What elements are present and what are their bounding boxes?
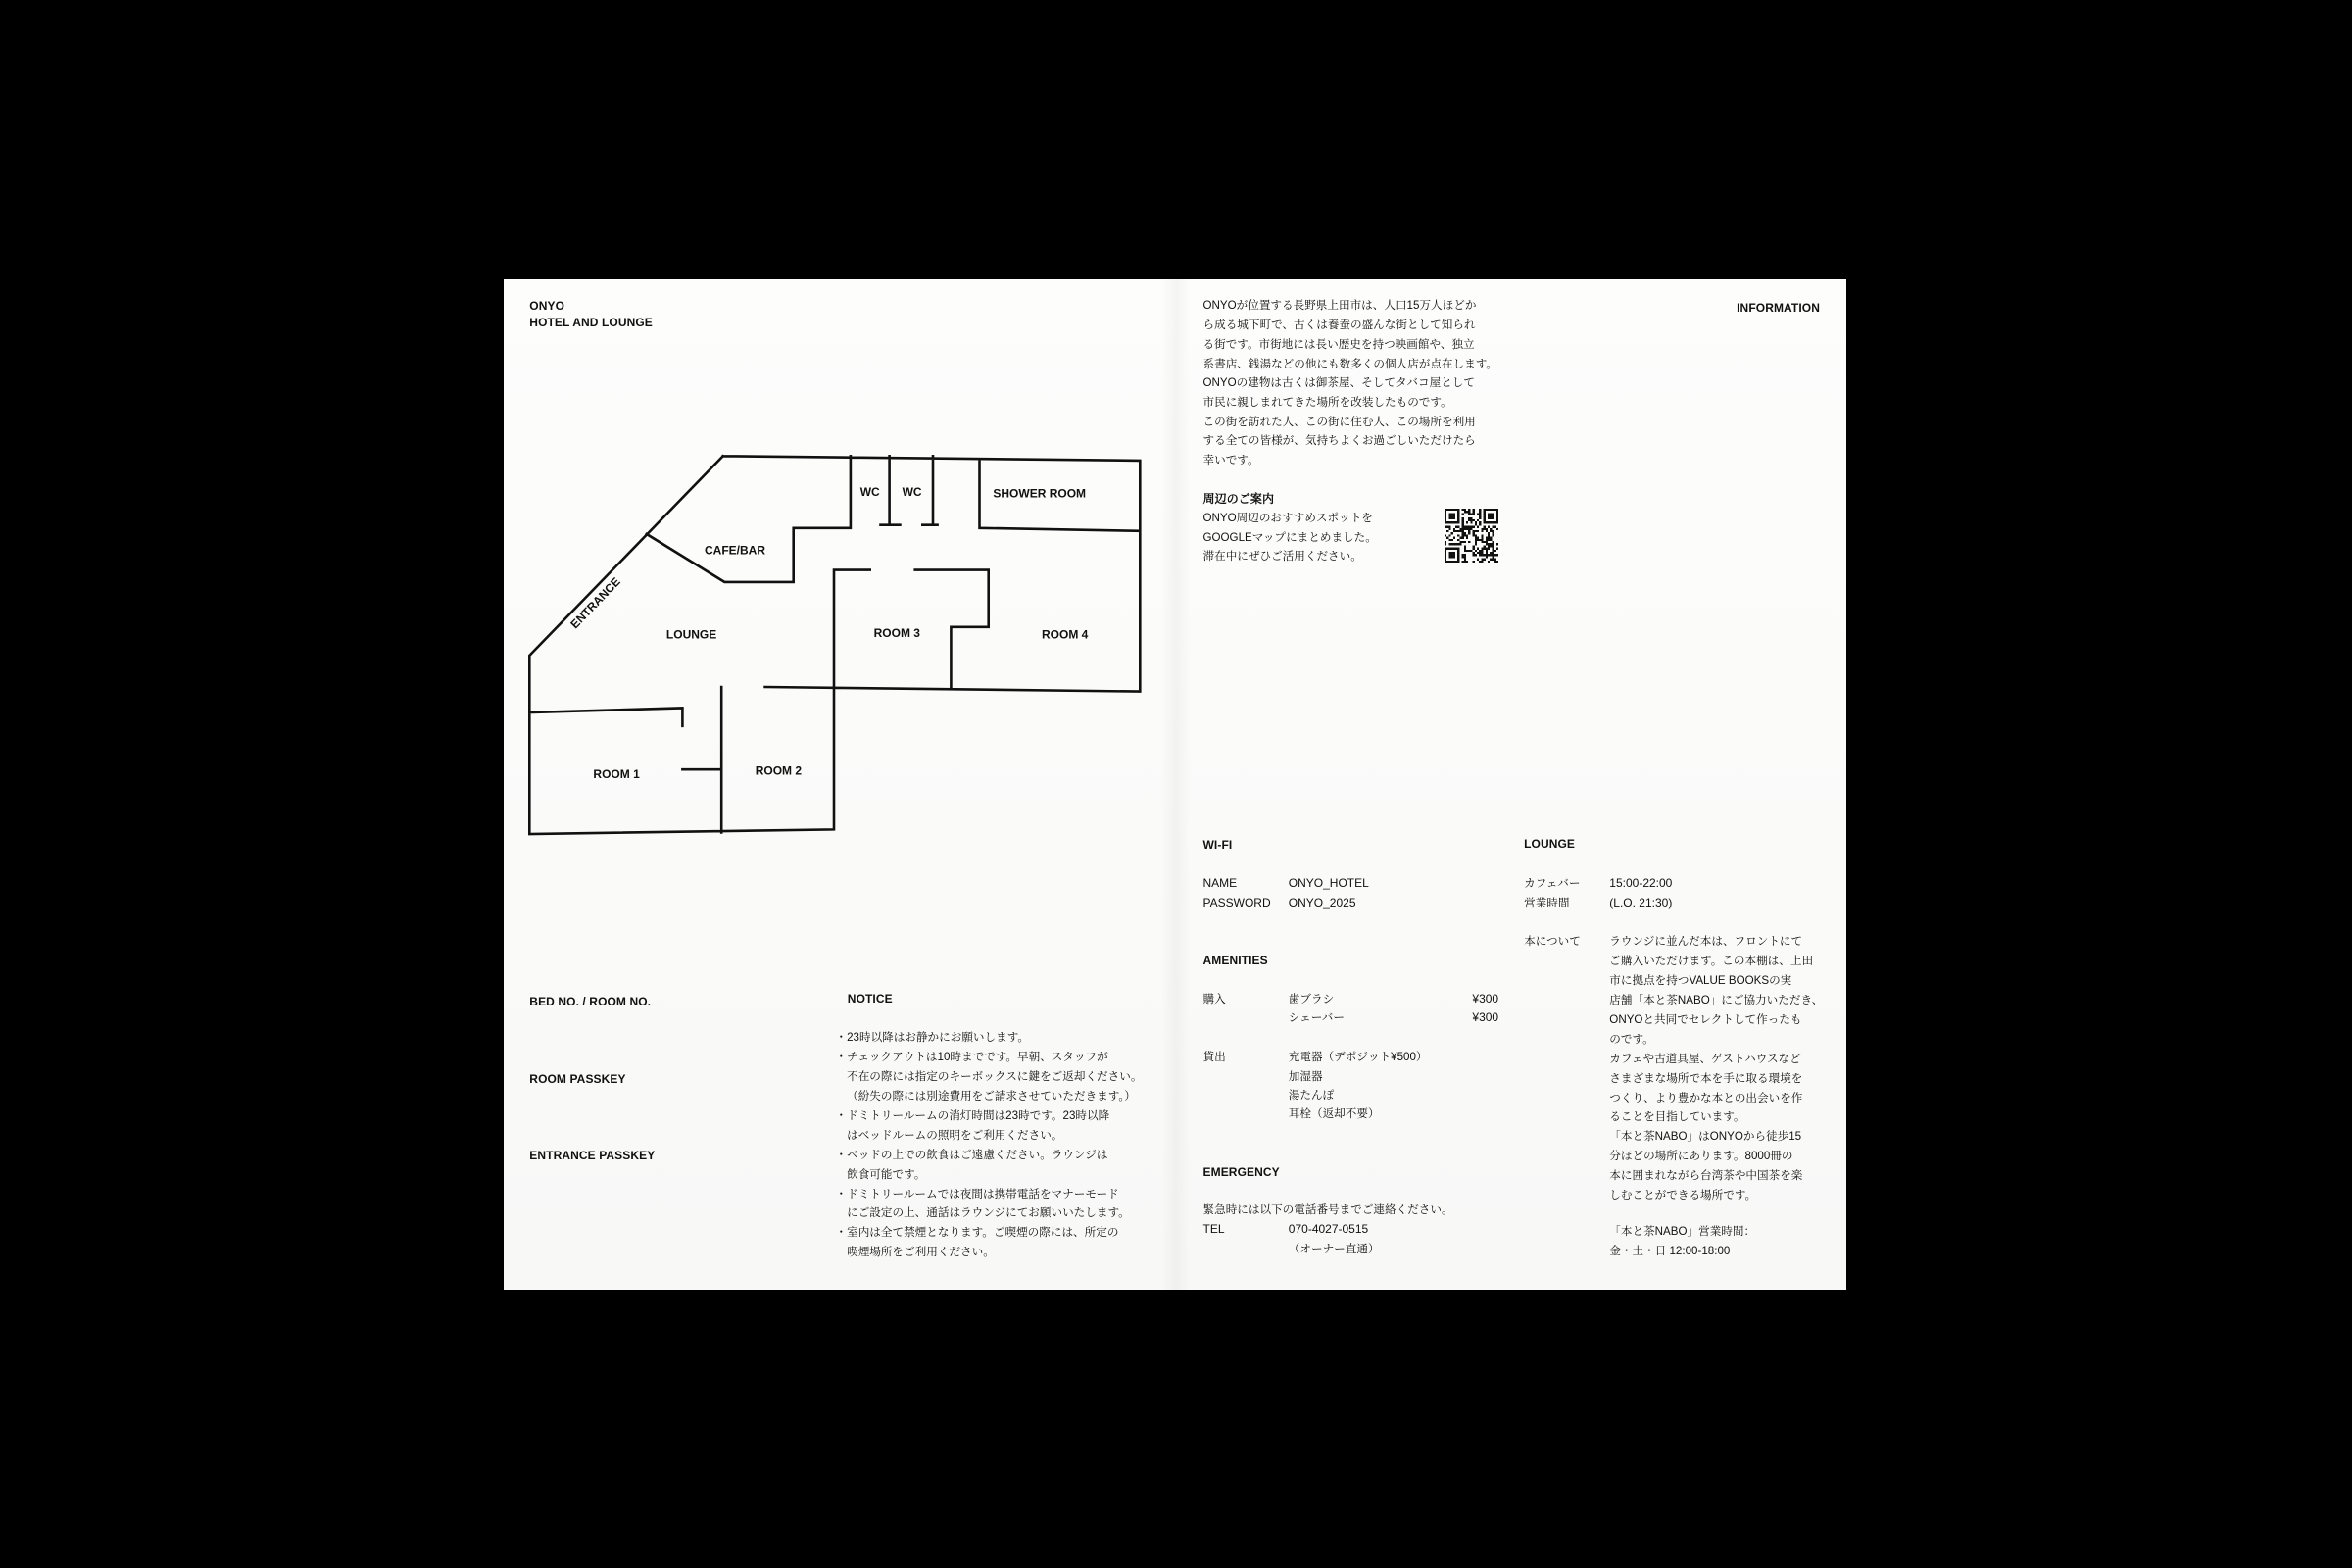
- notice-item: [836, 1106, 1143, 1146]
- emergency-title: EMERGENCY: [1202, 1165, 1280, 1179]
- books-line: 本に囲まれながら台湾茶や中国茶を楽: [1609, 1169, 1803, 1183]
- notice-line: 不在の際には指定のキーボックスに鍵をご返却ください。: [847, 1070, 1143, 1084]
- notice-line: ・ベッドの上での飲食はご遠慮ください。ラウンジは: [835, 1148, 1108, 1161]
- tel-note: （オーナー直通）: [1288, 1243, 1380, 1256]
- qr-code-icon: [1445, 509, 1498, 563]
- notice-line: ・23時以降はお静かにお願いします。: [835, 1031, 1029, 1045]
- notice-title: NOTICE: [847, 991, 893, 1005]
- rental-item: 加湿器: [1288, 1069, 1323, 1083]
- intro-line: 幸いです。: [1202, 454, 1259, 467]
- nearby-text: [1203, 509, 1377, 565]
- notice-item: [836, 1028, 1143, 1048]
- intro-paragraph: [1203, 296, 1498, 469]
- books-line: 市に拠点を持つVALUE BOOKSの実: [1609, 974, 1792, 988]
- floor-label-lounge: LOUNGE: [665, 627, 717, 642]
- wifi-name-value: ONYO_HOTEL: [1288, 875, 1369, 890]
- floor-label-room-1: ROOM 1: [593, 766, 640, 781]
- wifi-name-label: NAME: [1202, 875, 1238, 890]
- notice-line: ・ドミトリールームでは夜間は携帯電話をマナーモード: [835, 1187, 1119, 1200]
- brand-name: ONYO: [529, 299, 565, 313]
- floor-label-entrance: ENTRANCE: [567, 574, 623, 632]
- floor-label-room-2: ROOM 2: [755, 763, 803, 778]
- nabo-hours: [1609, 1222, 1755, 1261]
- notice-line: 喫煙場所をご利用ください。: [847, 1246, 995, 1259]
- notice-line: ・ドミトリールームの消灯時間は23時です。23時以降: [835, 1108, 1110, 1122]
- notice-line: ・室内は全て禁煙となります。ご喫煙の際には、所定の: [835, 1226, 1119, 1240]
- books-line: カフェや古道具屋、ゲストハウスなど: [1609, 1052, 1801, 1065]
- notice-list: [836, 1028, 1143, 1262]
- intro-line: 系書店、銭湯などの他にも数多くの個人店が点在します。: [1202, 357, 1498, 370]
- books-line: ONYOと共同でセレクトして作ったも: [1609, 1012, 1802, 1026]
- nabo-hours-line: 「本と茶NABO」営業時間：: [1609, 1224, 1756, 1238]
- notice-item: [836, 1048, 1143, 1106]
- books-line: 分ほどの場所にあります。8000冊の: [1609, 1150, 1793, 1163]
- brand-subtitle: HOTEL AND LOUNGE: [529, 316, 653, 329]
- books-label: 本について: [1524, 935, 1581, 949]
- notice-line: にご設定の上、通話はラウンジにてお願いいたします。: [847, 1206, 1130, 1220]
- room-passkey-label: ROOM PASSKEY: [529, 1072, 626, 1087]
- notice-item: [836, 1223, 1143, 1262]
- notice-item: [836, 1146, 1143, 1185]
- intro-line: する全ての皆様が、気持ちよくお過ごしいただけたら: [1202, 434, 1476, 448]
- floor-label-wc-2: WC: [902, 485, 922, 499]
- amenity-name: 歯ブラシ: [1288, 992, 1335, 1005]
- rental-list: [1289, 1048, 1428, 1124]
- nearby-line: GOOGLEマップにまとめました。: [1202, 530, 1377, 544]
- section-title: INFORMATION: [1737, 301, 1820, 316]
- wifi-title: WI-FI: [1202, 838, 1233, 853]
- amenity-price: ¥300: [1472, 991, 1499, 1005]
- amenity-name: シェーバー: [1288, 1011, 1345, 1025]
- floor-label-wc-1: WC: [859, 485, 880, 499]
- rental-item: 充電器（デポジット¥500）: [1288, 1051, 1428, 1064]
- intro-line: ONYOの建物は古くは御茶屋、そしてタバコ屋として: [1202, 376, 1475, 390]
- books-line: ご購入いただけます。この本棚は、上田: [1609, 955, 1814, 968]
- intro-line: ら成る城下町で、古くは養蚕の盛んな街として知られ: [1202, 318, 1476, 332]
- nearby-block: [1203, 490, 1377, 566]
- books-line: のです。: [1609, 1032, 1654, 1046]
- rental-item: 湯たんぽ: [1288, 1089, 1335, 1102]
- cafe-bar-hours: 15:00-22:00: [1609, 875, 1673, 890]
- opening-hours-label: 営業時間: [1524, 896, 1570, 909]
- amenity-price: ¥300: [1472, 1010, 1499, 1025]
- tel-value: 070-4027-0515: [1288, 1222, 1369, 1237]
- info-sheet: [504, 279, 1846, 1290]
- nearby-line: 滞在中にぜひご活用ください。: [1202, 550, 1362, 564]
- rental-label: 貸出: [1202, 1051, 1226, 1064]
- purchase-label: 購入: [1202, 992, 1226, 1005]
- books-line: つくり、より豊かな本との出会いを作: [1609, 1091, 1803, 1104]
- emergency-note: 緊急時には以下の電話番号までご連絡ください。: [1202, 1203, 1453, 1217]
- intro-line: この街を訪れた人、この街に住む人、この場所を利用: [1202, 415, 1476, 428]
- wifi-password-label: PASSWORD: [1202, 895, 1271, 909]
- floor-label-cafe-bar: CAFE/BAR: [705, 543, 765, 558]
- floor-label-shower-room: SHOWER ROOM: [993, 486, 1087, 501]
- notice-line: （紛失の際には別途費用をご請求させていただきます。）: [847, 1090, 1136, 1103]
- nearby-line: ONYO周辺のおすすめスポットを: [1202, 512, 1373, 525]
- notice-item: [836, 1185, 1143, 1224]
- books-line: しむことができる場所です。: [1609, 1189, 1757, 1202]
- entrance-passkey-label: ENTRANCE PASSKEY: [529, 1149, 656, 1163]
- books-paragraph: [1609, 932, 1823, 1205]
- cafe-bar-label: カフェバー: [1524, 876, 1581, 890]
- amenities-title: AMENITIES: [1202, 954, 1268, 968]
- books-line: 「本と茶NABO」はONYOから徒歩15: [1609, 1130, 1802, 1144]
- notice-line: 飲食可能です。: [847, 1167, 926, 1181]
- floor-label-room-4: ROOM 4: [1042, 627, 1089, 642]
- books-line: ラウンジに並んだ本は、フロントにて: [1609, 935, 1803, 949]
- floor-label-room-3: ROOM 3: [873, 625, 920, 640]
- tel-label: TEL: [1202, 1222, 1225, 1237]
- last-order: (L.O. 21:30): [1609, 895, 1673, 909]
- bed-room-no-label: BED NO. / ROOM NO.: [529, 994, 652, 1008]
- rental-item: 耳栓（返却不要）: [1288, 1107, 1380, 1121]
- books-line: ることを目指しています。: [1609, 1110, 1745, 1124]
- lounge-title: LOUNGE: [1524, 836, 1576, 851]
- books-line: 店舗「本と茶NABO」にご協力いただき、: [1609, 994, 1824, 1007]
- intro-line: ONYOが位置する長野県上田市は、人口15万人ほどか: [1202, 299, 1477, 313]
- intro-line: る街です。市街地には長い歴史を持つ映画館や、独立: [1202, 337, 1475, 351]
- books-line: さまざまな場所で本を手に取る環境を: [1609, 1071, 1803, 1085]
- nabo-hours-line: 金・土・日 12:00-18:00: [1609, 1244, 1731, 1257]
- notice-line: ・チェックアウトは10時までです。早朝、スタッフが: [835, 1051, 1108, 1064]
- notice-line: はベッドルームの照明をご利用ください。: [847, 1128, 1063, 1142]
- intro-line: 市民に親しまれてきた場所を改装したものです。: [1202, 395, 1452, 409]
- nearby-title: 周辺のご案内: [1202, 491, 1275, 506]
- wifi-password-value: ONYO_2025: [1288, 895, 1356, 909]
